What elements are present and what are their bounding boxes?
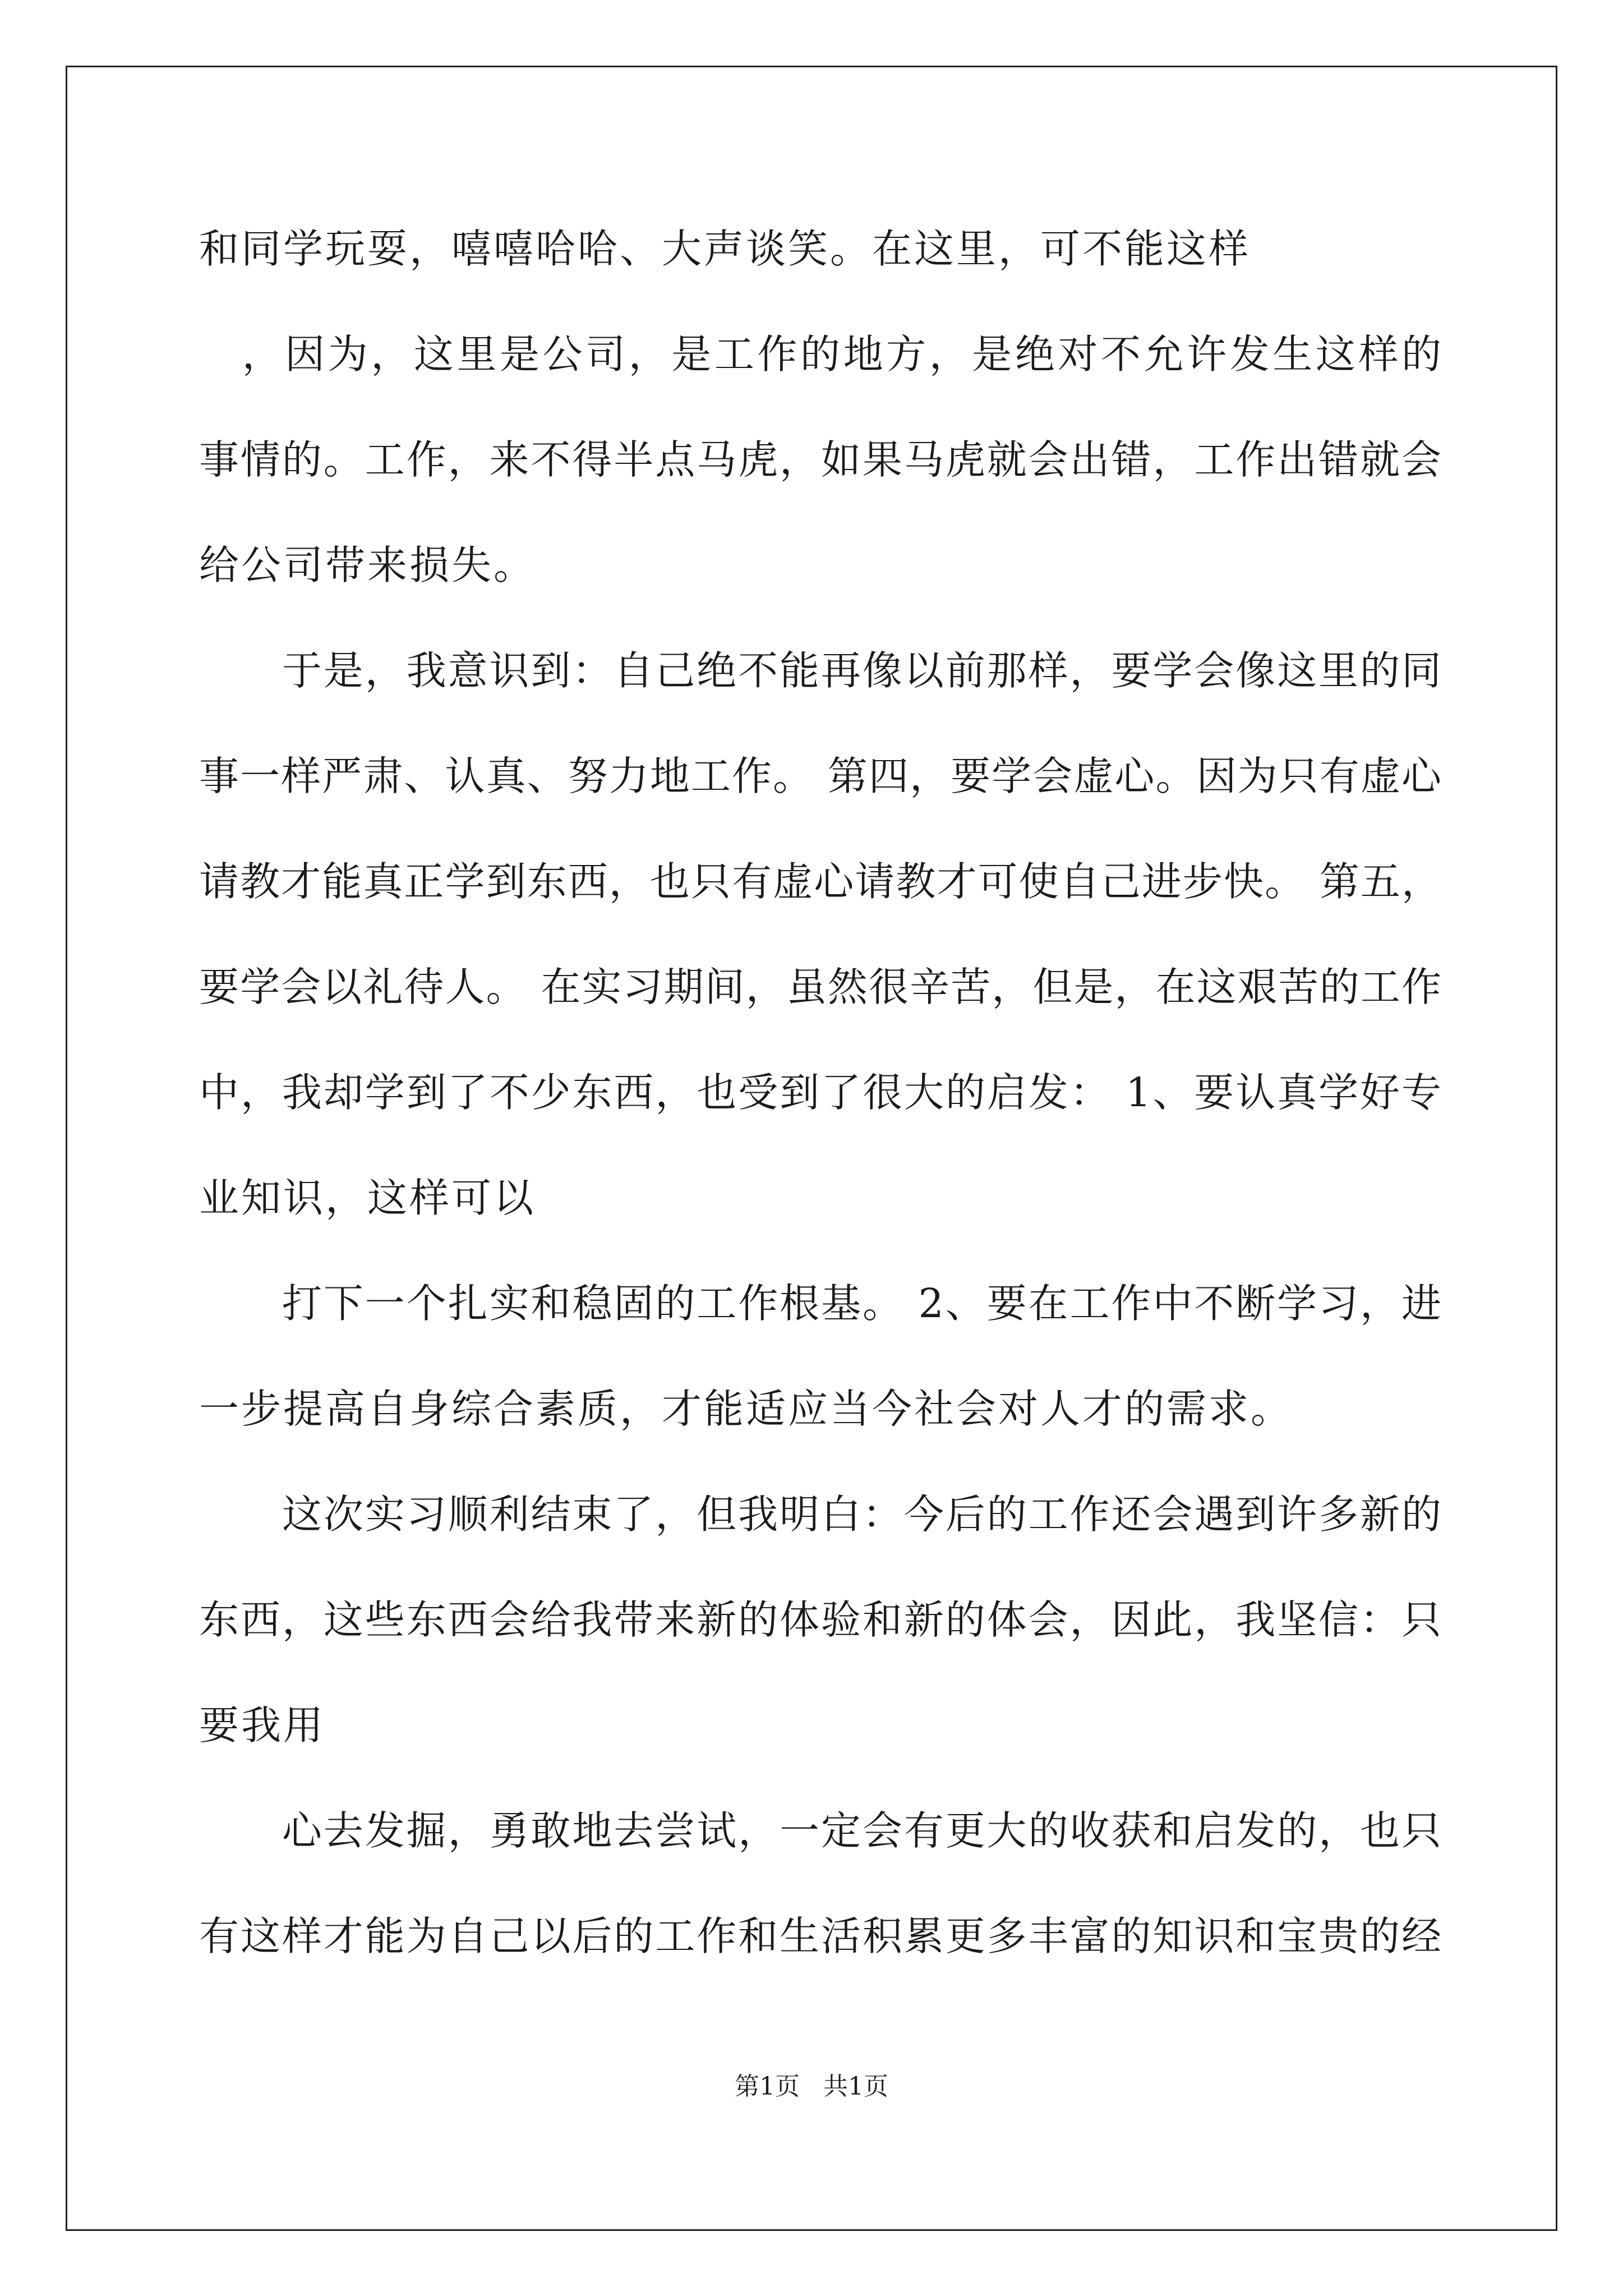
text-line: 请教才能真正学到东西，也只有虚心请教才可使自己进步快。 第五， <box>199 858 1441 905</box>
text-line: 事情的。工作，来不得半点马虎，如果马虎就会出错，工作出错就会 <box>199 436 1441 483</box>
text-line: 心去发掘，勇敢地去尝试，一定会有更大的收获和启发的，也只 <box>199 1807 1441 1854</box>
text-line: 东西，这些东西会给我带来新的体验和新的体会，因此，我坚信：只 <box>199 1596 1441 1643</box>
text-line: ，因为，这里是公司，是工作的地方，是绝对不允许发生这样的 <box>199 331 1441 378</box>
text-line: 有这样才能为自己以后的工作和生活积累更多丰富的知识和宝贵的经 <box>199 1913 1441 1959</box>
text-line: 事一样严肃、认真、努力地工作。 第四，要学会虚心。因为只有虚心 <box>199 753 1441 799</box>
text-line: 一步提高自身综合素质，才能适应当今社会对人才的需求。 <box>199 1386 1293 1432</box>
text-line: 打下一个扎实和稳固的工作根基。 2、要在工作中不断学习，进 <box>199 1280 1441 1327</box>
text-line: 和同学玩耍，嘻嘻哈哈、大声谈笑。在这里，可不能这样 <box>199 226 1251 272</box>
text-line: 要学会以礼待人。 在实习期间，虽然很辛苦，但是，在这艰苦的工作 <box>199 964 1441 1010</box>
text-line: 中，我却学到了不少东西，也受到了很大的启发： 1、要认真学好专 <box>199 1069 1441 1116</box>
text-line: 给公司带来损失。 <box>199 542 536 588</box>
page-footer: 第1页 共1页 <box>735 2072 888 2101</box>
text-line: 业知识，这样可以 <box>199 1175 536 1221</box>
text-line: 要我用 <box>199 1702 326 1749</box>
text-line: 于是，我意识到：自己绝不能再像以前那样，要学会像这里的同 <box>199 647 1441 694</box>
text-line: 这次实习顺利结束了，但我明白：今后的工作还会遇到许多新的 <box>199 1491 1441 1538</box>
